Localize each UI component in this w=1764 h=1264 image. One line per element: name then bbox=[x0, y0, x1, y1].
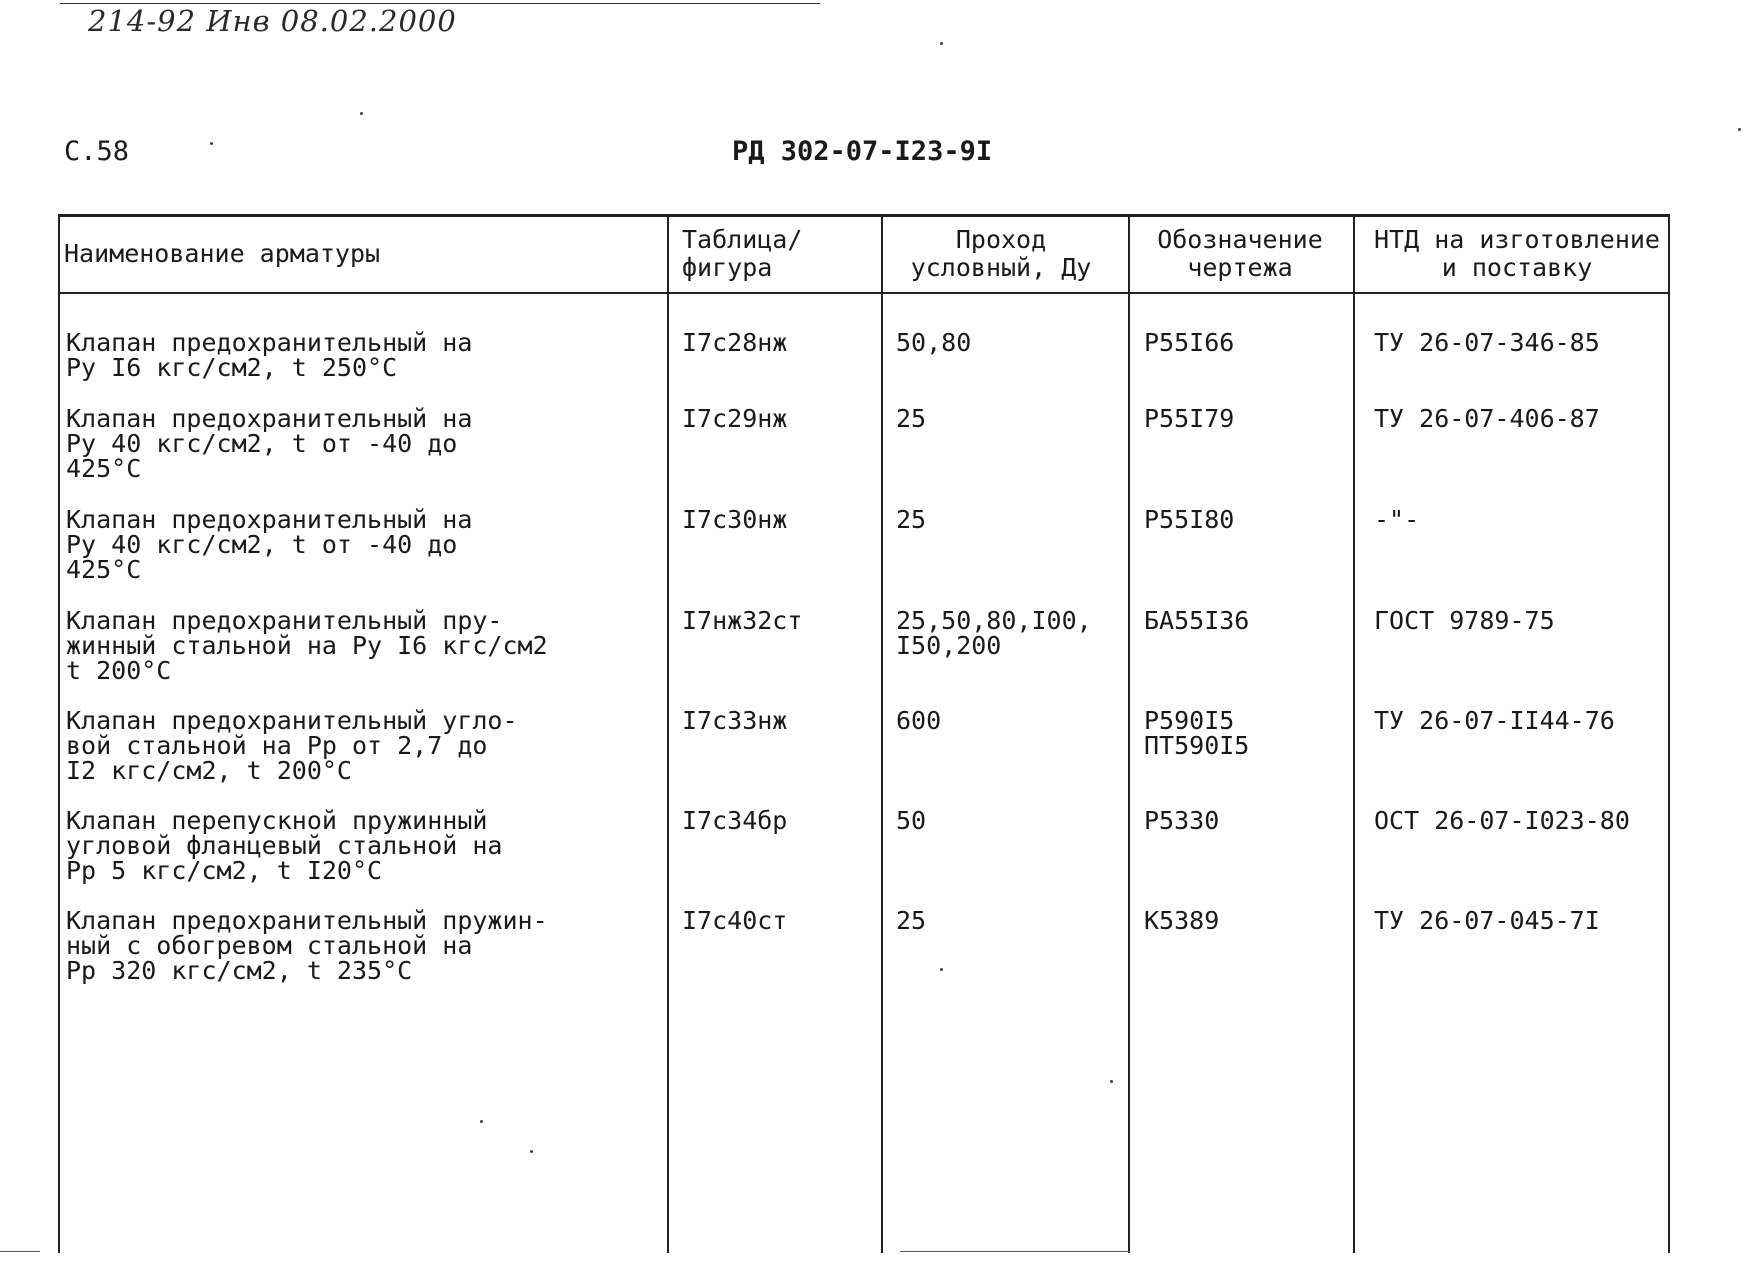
standard-document: ТУ 26-07-406-87 bbox=[1374, 404, 1600, 433]
valve-name: Клапан предохранительный пру- жинный стальной на Ру I6 кгс/см2 t 200°C bbox=[66, 606, 548, 685]
page-number: С.58 bbox=[64, 136, 130, 167]
drawing-designation: Р55I80 bbox=[1144, 505, 1235, 534]
nominal-diameter: 50 bbox=[896, 806, 927, 835]
nominal-diameter: 600 bbox=[896, 706, 942, 735]
document-number: РД 302-07-I23-9I bbox=[732, 136, 993, 167]
drawing-designation: Р55I79 bbox=[1144, 404, 1235, 433]
header-separator bbox=[58, 292, 1670, 294]
scan-speck bbox=[1110, 1080, 1113, 1083]
standard-document: ТУ 26-07-346-85 bbox=[1374, 328, 1600, 357]
column-divider bbox=[1128, 214, 1130, 1253]
scan-speck bbox=[940, 42, 943, 45]
nominal-diameter: 25,50,80,I00, I50,200 bbox=[896, 606, 1092, 660]
column-header-standard: НТД на изготовление и поставку bbox=[1374, 225, 1660, 282]
table-border-right bbox=[1668, 214, 1670, 1253]
table-figure: I7с40ст bbox=[682, 906, 788, 935]
column-header-table: Таблица/ фигура bbox=[682, 225, 803, 282]
drawing-designation: Р5330 bbox=[1144, 806, 1220, 835]
valve-name: Клапан предохранительный угло- вой стальной на Рр от 2,7 до I2 кгс/см2, t 200°C bbox=[66, 706, 518, 785]
valve-name: Клапан предохранительный на Ру I6 кгс/см2, t 250°C bbox=[66, 328, 473, 382]
table-figure: I7с33нж bbox=[682, 706, 788, 735]
drawing-designation: Р55I66 bbox=[1144, 328, 1235, 357]
scan-speck bbox=[1738, 128, 1741, 131]
table-figure: I7нж32ст bbox=[682, 606, 803, 635]
standard-document: ОСТ 26-07-I023-80 bbox=[1374, 806, 1630, 835]
table-figure: I7с30нж bbox=[682, 505, 788, 534]
scan-speck bbox=[210, 142, 213, 145]
table-figure: I7с28нж bbox=[682, 328, 788, 357]
column-divider bbox=[1353, 214, 1355, 1253]
valve-name: Клапан предохранительный на Ру 40 кгс/см2, t от -40 до 425°C bbox=[66, 404, 473, 483]
bottom-mark bbox=[900, 1251, 1130, 1252]
drawing-designation: К5389 bbox=[1144, 906, 1220, 935]
table-figure: I7с34бр bbox=[682, 806, 788, 835]
valve-name: Клапан предохранительный на Ру 40 кгс/см2, t от -40 до 425°C bbox=[66, 505, 473, 584]
scan-speck bbox=[530, 1150, 533, 1153]
table-figure: I7с29нж bbox=[682, 404, 788, 433]
valve-name: Клапан предохранительный пружин- ный с обогревом стальной на Рр 320 кгс/см2, t 235°C bbox=[66, 906, 548, 985]
standard-document: ГОСТ 9789-75 bbox=[1374, 606, 1555, 635]
column-divider bbox=[881, 214, 883, 1253]
scan-speck bbox=[360, 112, 363, 115]
drawing-designation: БА55I36 bbox=[1144, 606, 1250, 635]
standard-document: -"- bbox=[1374, 505, 1420, 534]
nominal-diameter: 25 bbox=[896, 505, 927, 534]
column-header-drawing: Обозначение чертежа bbox=[1157, 225, 1323, 282]
scan-speck bbox=[940, 968, 943, 971]
standard-document: ТУ 26-07-045-7I bbox=[1374, 906, 1600, 935]
table-border-left bbox=[58, 214, 60, 1253]
valve-name: Клапан перепускной пружинный угловой фланцевый стальной на Рр 5 кгс/см2, t I20°C bbox=[66, 806, 503, 885]
column-divider bbox=[667, 214, 669, 1253]
bottom-mark bbox=[0, 1251, 40, 1252]
scan-speck bbox=[480, 1120, 483, 1123]
drawing-designation: Р590I5 ПТ590I5 bbox=[1144, 706, 1250, 760]
standard-document: ТУ 26-07-II44-76 bbox=[1374, 706, 1615, 735]
column-header-diameter: Проход условный, Ду bbox=[910, 225, 1092, 282]
nominal-diameter: 25 bbox=[896, 404, 927, 433]
handwritten-note: 214-92 Инв 08.02.2000 bbox=[88, 4, 457, 38]
nominal-diameter: 50,80 bbox=[896, 328, 972, 357]
column-header-name: Наименование арматуры bbox=[64, 239, 381, 268]
nominal-diameter: 25 bbox=[896, 906, 927, 935]
